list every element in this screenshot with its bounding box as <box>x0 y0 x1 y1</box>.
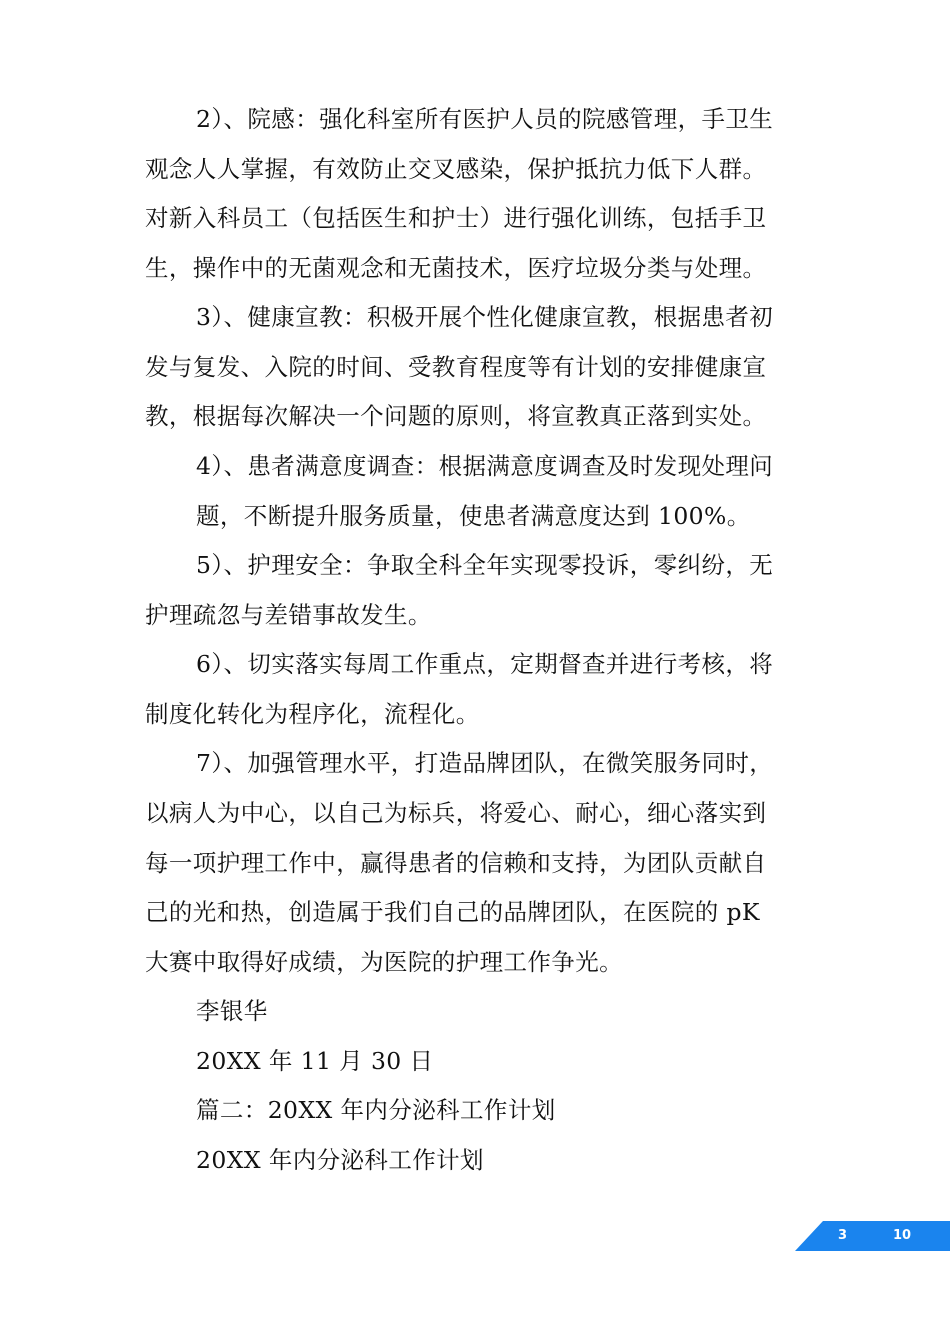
signature-date: 20XX 年 11 月 30 日 <box>196 1047 434 1075</box>
paragraph-line: 发与复发、入院的时间、受教育程度等有计划的安排健康宣 <box>145 353 767 381</box>
paragraph-line: 4）、患者满意度调查：根据满意度调查及时发现处理问 <box>196 452 774 480</box>
paragraph-line: 6）、切实落实每周工作重点，定期督查并进行考核，将 <box>196 650 774 678</box>
paragraph-line: 7）、加强管理水平，打造品牌团队，在微笑服务同时， <box>196 749 774 777</box>
paragraph-line: 教，根据每次解决一个问题的原则，将宣教真正落到实处。 <box>145 402 767 430</box>
section-heading: 篇二：20XX 年内分泌科工作计划 <box>196 1096 556 1124</box>
paragraph-line: 2）、院感：强化科室所有医护人员的院感管理，手卫生 <box>196 105 774 133</box>
page-number-band <box>795 1221 950 1251</box>
paragraph-line: 生，操作中的无菌观念和无菌技术，医疗垃圾分类与处理。 <box>145 254 767 282</box>
paragraph-line: 制度化转化为程序化，流程化。 <box>145 700 480 728</box>
paragraph-line: 观念人人掌握，有效防止交叉感染，保护抵抗力低下人群。 <box>145 155 767 183</box>
paragraph-line: 己的光和热，创造属于我们自己的品牌团队，在医院的 pK <box>145 898 760 926</box>
paragraph-line: 对新入科员工（包括医生和护士）进行强化训练，包括手卫 <box>145 204 767 232</box>
current-page-number: 3 <box>838 1228 848 1243</box>
paragraph-line: 题，不断提升服务质量，使患者满意度达到 100%。 <box>196 502 751 530</box>
paragraph-line: 以病人为中心，以自己为标兵，将爱心、耐心，细心落实到 <box>145 799 767 827</box>
paragraph-line: 每一项护理工作中，赢得患者的信赖和支持，为团队贡献自 <box>145 849 767 877</box>
paragraph-line: 3）、健康宣教：积极开展个性化健康宣教，根据患者初 <box>196 303 774 331</box>
paragraph-line: 护理疏忽与差错事故发生。 <box>145 601 432 629</box>
signature-name: 李银华 <box>196 997 268 1025</box>
section-title: 20XX 年内分泌科工作计划 <box>196 1146 484 1174</box>
paragraph-line: 大赛中取得好成绩，为医院的护理工作争光。 <box>145 948 623 976</box>
total-pages-number: 10 <box>893 1228 912 1243</box>
paragraph-line: 5）、护理安全：争取全科全年实现零投诉，零纠纷，无 <box>196 551 774 579</box>
